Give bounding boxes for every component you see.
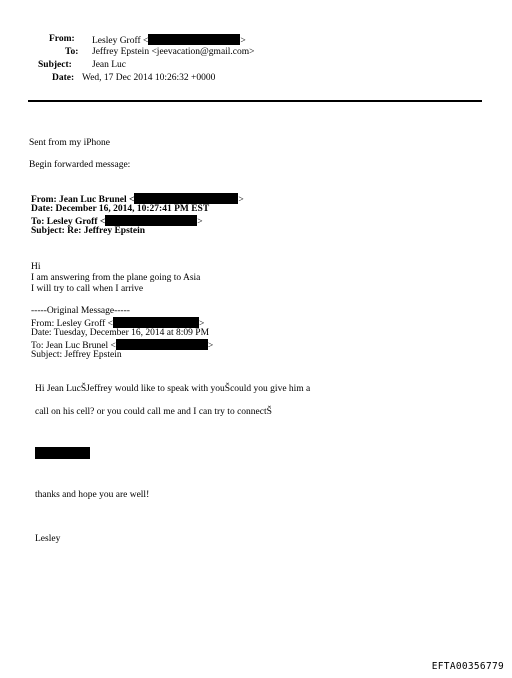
message-line-2: call on his cell? or you could call me and I can try to connectŠ: [35, 407, 272, 417]
orig-from-text: From: Lesley Groff <: [31, 319, 113, 329]
fwd-to-text: To: Lesley Groff <: [31, 217, 106, 227]
redaction-bar: [105, 215, 197, 226]
orig-to-text: To: Jean Luc Brunel <: [31, 341, 116, 351]
header-from-label: From:: [49, 34, 75, 44]
fwd-from-suffix: >: [238, 195, 244, 205]
redaction-bar: [148, 34, 240, 45]
redaction-bar: [134, 193, 238, 204]
fwd-date-line: Date: December 16, 2014, 10:27:41 PM EST: [31, 204, 210, 214]
message-line-1: Hi Jean LucŠJeffrey would like to speak with youŠcould you give him a: [35, 384, 311, 394]
header-from-suffix: >: [240, 36, 246, 46]
header-date-label: Date:: [52, 73, 75, 83]
header-subject-value: Jean Luc: [92, 60, 127, 70]
fwd-to-suffix: >: [197, 217, 203, 227]
redaction-bar: [113, 317, 199, 328]
header-divider: [28, 100, 482, 102]
redaction-bar: [35, 447, 90, 459]
reply-line-1: Hi: [31, 262, 41, 272]
bates-number: EFTA00356779: [431, 661, 504, 672]
orig-to-suffix: >: [207, 341, 214, 351]
header-from-value: [92, 34, 246, 47]
reply-line-3: I will try to call when I arrive: [31, 284, 144, 294]
begin-forwarded-line: Begin forwarded message:: [29, 160, 131, 170]
header-to-value: Jeffrey Epstein <jeevacation@gmail.com>: [92, 47, 255, 57]
sent-from-line: Sent from my iPhone: [29, 138, 111, 148]
fwd-subject-line: Subject: Re: Jeffrey Epstein: [31, 226, 146, 236]
signature: Lesley: [35, 534, 61, 544]
orig-from-suffix: >: [198, 319, 205, 329]
orig-separator: -----Original Message-----: [31, 306, 130, 316]
orig-subject-line: Subject: Jeffrey Epstein: [31, 350, 122, 360]
redaction-bar: [116, 339, 208, 350]
header-subject-label: Subject:: [38, 60, 72, 70]
reply-line-2: I am answering from the plane going to Asia: [31, 273, 201, 283]
header-from-name: Lesley Groff <: [92, 36, 149, 46]
thanks-line: thanks and hope you are well!: [35, 490, 150, 500]
header-to-label: To:: [65, 47, 79, 57]
fwd-from-text: From: Jean Luc Brunel <: [31, 195, 135, 205]
orig-date-line: Date: Tuesday, December 16, 2014 at 8:09 PM: [31, 328, 210, 338]
header-date-value: Wed, 17 Dec 2014 10:26:32 +0000: [82, 73, 216, 83]
